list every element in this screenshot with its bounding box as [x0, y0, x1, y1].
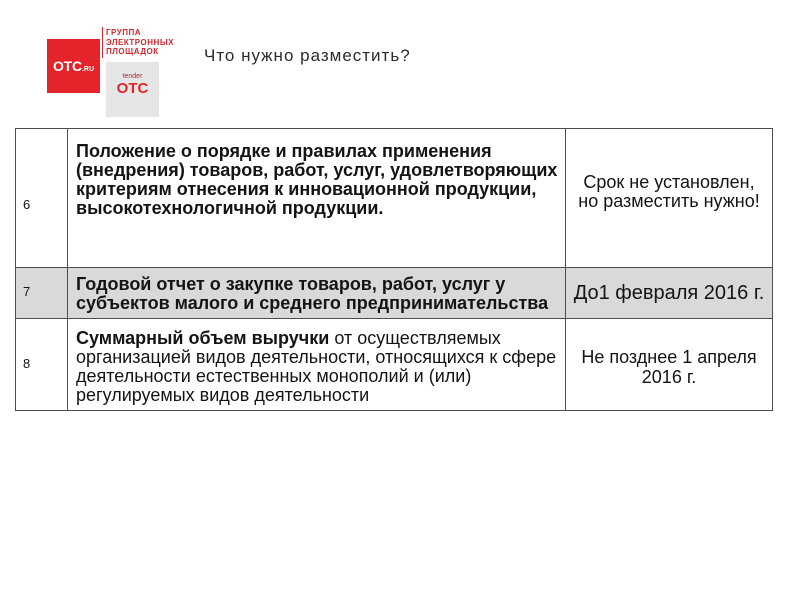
ru-logo-suffix: .RU — [81, 66, 94, 73]
page-title: Что нужно разместить? — [204, 46, 411, 65]
logo-divider — [102, 27, 103, 58]
deadline-text — [566, 282, 772, 304]
deadline-cell — [566, 268, 773, 319]
deadline-line: Срок не установлен, — [583, 172, 755, 192]
otc-logo-text: OTC — [52, 58, 82, 74]
table-row — [16, 319, 773, 411]
document-title: Суммарный объем выручки — [76, 328, 330, 348]
document-title: Годовой отчет о закупке товаров, работ, услуг у субъектов малого и среднего предпринимательства — [76, 274, 549, 313]
row-number-cell — [16, 129, 68, 268]
row-number: 6 — [23, 197, 31, 212]
deadline-line: но разместить нужно! — [578, 191, 760, 211]
document-description — [76, 142, 570, 218]
group-caption-line: ПЛОЩАДОК — [106, 47, 159, 56]
group-caption — [106, 28, 174, 57]
document-description — [76, 329, 570, 405]
deadline-text — [566, 173, 772, 211]
tender-caption: tender — [122, 73, 143, 80]
row-number: 7 — [23, 284, 31, 299]
table-row-highlighted — [16, 268, 773, 319]
row-number-cell — [16, 319, 68, 411]
document-cell — [68, 129, 566, 268]
table-row — [16, 129, 773, 268]
publication-requirements-table — [15, 128, 773, 411]
document-details: от осуществляемых организацией видов деятельности, относящихся к сфере деятельности естественных монополий и (или) регулируемых видов деятельности — [76, 328, 557, 405]
deadline-cell — [566, 129, 773, 268]
document-title: Положение о порядке и правилах применения (внедрения) товаров, работ, услуг, удовлетворяющих критериям отнесения к инновационной продукции, высокотехнологичной продукции. — [76, 141, 558, 218]
deadline-cell — [566, 319, 773, 411]
tender-otc-logo — [106, 62, 159, 117]
document-cell — [68, 319, 566, 411]
group-caption-line: ГРУППА — [106, 28, 142, 37]
deadline-text — [566, 347, 772, 387]
otc-ru-logo — [47, 39, 100, 93]
row-number-cell — [16, 268, 68, 319]
document-cell — [68, 268, 566, 319]
deadline-line: Не позднее 1 апреля — [581, 347, 757, 367]
otc-ru-wordmark — [53, 58, 94, 74]
deadline-line: До1 февраля 2016 г. — [573, 282, 765, 304]
document-description — [76, 275, 570, 313]
deadline-line: 2016 г. — [641, 367, 697, 387]
row-number: 8 — [23, 356, 31, 371]
group-caption-line: ЭЛЕКТРОННЫХ — [106, 37, 174, 47]
tender-otc-text: OTC — [116, 80, 149, 97]
